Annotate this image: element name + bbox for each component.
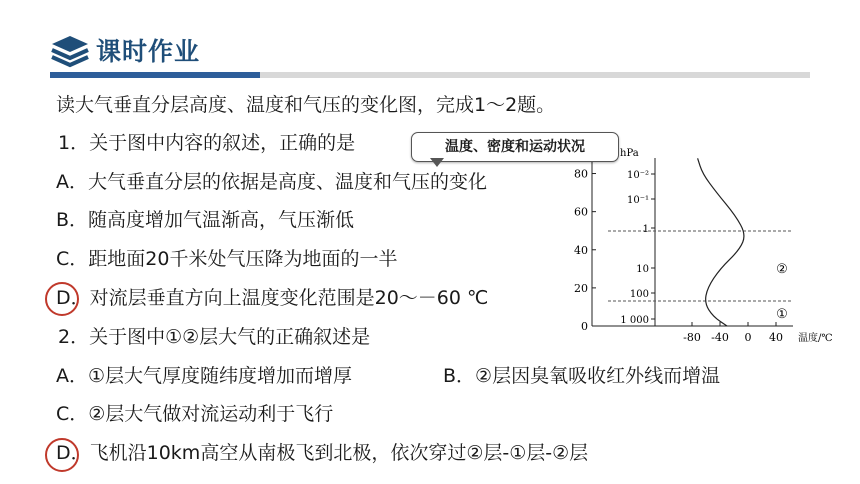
right-tick-label: 100	[629, 289, 649, 300]
section-header	[50, 28, 850, 76]
answer-circle-q1	[45, 282, 79, 316]
right-tick-label: 10	[636, 264, 649, 275]
right-tick-label: 10⁻¹	[626, 195, 649, 206]
question-2-option-d[interactable]: D．飞机沿10km高空从南极飞到北极，依次穿过②层-①层-②层	[56, 442, 589, 464]
answer-circle-q2	[45, 438, 79, 472]
question-1-option-d[interactable]: D．对流层垂直方向上温度变化范围是20～－60 ℃	[56, 287, 489, 309]
left-tick-label: 20	[574, 281, 588, 295]
left-tick-label: 40	[574, 243, 588, 257]
question-2-option-a[interactable]: A．①层大气厚度随纬度增加而增厚	[56, 365, 353, 387]
question-1-option-c[interactable]: C．距地面20千米处气压降为地面的一半	[56, 248, 398, 270]
x-axis-label: 温度/℃	[798, 333, 833, 344]
x-tick-label: -40	[711, 331, 729, 344]
question-2-option-b[interactable]: B．②层因臭氧吸收红外线而增温	[443, 365, 721, 387]
left-tick-label: 0	[581, 320, 588, 333]
stacked-layers-icon	[50, 34, 90, 68]
question-2-option-c[interactable]: C．②层大气做对流运动利于飞行	[56, 403, 334, 425]
x-tick-label: 40	[769, 331, 783, 344]
intro-text: 读大气垂直分层高度、温度和气压的变化图，完成1～2题。	[56, 94, 556, 116]
right-tick-label: 1	[642, 224, 649, 235]
question-1-option-b[interactable]: B．随高度增加气温渐高，气压渐低	[56, 209, 355, 231]
layer-label-1: ①	[776, 307, 788, 322]
x-tick-label: 0	[744, 331, 752, 344]
question-1-stem: 1．关于图中内容的叙述，正确的是	[58, 132, 356, 154]
layer-label-2: ②	[776, 262, 788, 277]
left-tick-label: 60	[574, 205, 588, 219]
page-title: 课时作业	[96, 37, 201, 66]
question-1-option-a[interactable]: A．大气垂直分层的依据是高度、温度和气压的变化	[56, 171, 487, 193]
right-tick-label: 10⁻²	[626, 170, 649, 181]
header-divider-accent	[50, 72, 260, 78]
left-tick-label: 80	[574, 167, 588, 181]
annotation-callout: 温度、密度和运动状况	[411, 132, 619, 162]
x-tick-label: -80	[683, 331, 701, 344]
atmosphere-chart	[560, 136, 850, 346]
right-tick-label: 1 000	[620, 315, 649, 326]
callout-pointer	[430, 158, 444, 167]
right-axis-label: hPa	[620, 148, 639, 159]
question-2-stem: 2．关于图中①②层大气的正确叙述是	[58, 326, 371, 348]
